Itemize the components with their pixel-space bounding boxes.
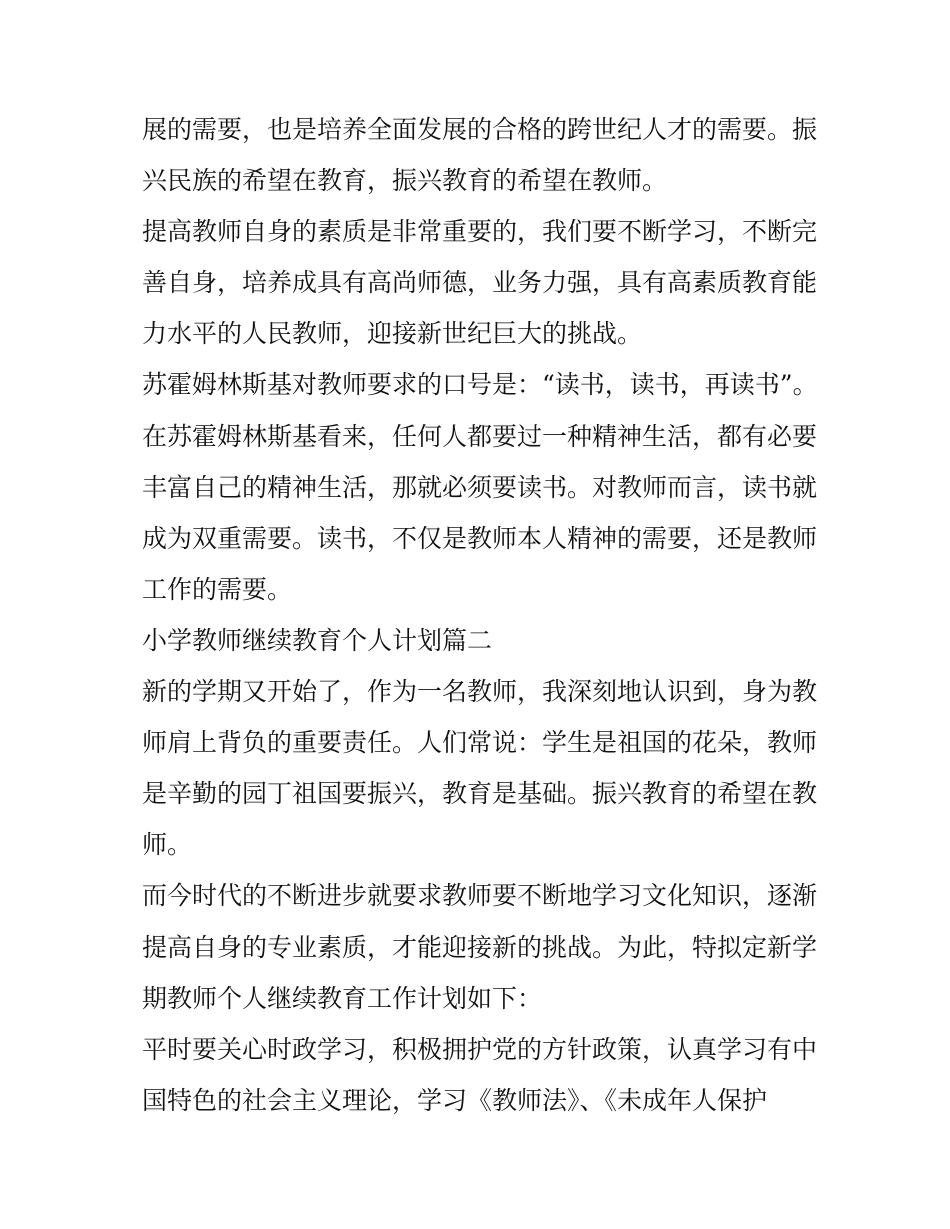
text-line: 兴民族的希望在教育，振兴教育的希望在教师。 bbox=[142, 166, 668, 196]
text-line: 展的需要，也是培养全面发展的合格的跨世纪人才的需要。振 bbox=[142, 115, 818, 144]
text-line: 期教师个人继续教育工作计划如下： bbox=[142, 983, 543, 1013]
text-line: 而今时代的不断进步就要求教师要不断地学习文化知识，逐渐 bbox=[142, 881, 818, 911]
text-line: 在苏霍姆林斯基看来，任何人都要过一种精神生活，都有必要 bbox=[142, 421, 818, 451]
text-line: 师。 bbox=[142, 830, 193, 860]
document-body bbox=[142, 104, 818, 1126]
text-line: 国特色的社会主义理论，学习《教师法》、《未成年人保护 bbox=[142, 1085, 768, 1115]
text-line: 力水平的人民教师，迎接新世纪巨大的挑战。 bbox=[142, 319, 643, 349]
section-heading: 小学教师继续教育个人计划篇二 bbox=[142, 625, 493, 655]
text-line: 提高教师自身的素质是非常重要的，我们要不断学习，不断完 bbox=[142, 217, 818, 247]
text-line: 苏霍姆林斯基对教师要求的口号是：“读书，读书，再读书”。 bbox=[142, 370, 818, 400]
text-line: 新的学期又开始了，作为一名教师，我深刻地认识到，身为教 bbox=[142, 677, 818, 707]
text-line: 平时要关心时政学习，积极拥护党的方针政策，认真学习有中 bbox=[142, 1034, 818, 1064]
text-line: 提高自身的专业素质，才能迎接新的挑战。为此，特拟定新学 bbox=[142, 932, 818, 962]
text-line: 善自身，培养成具有高尚师德，业务力强，具有高素质教育能 bbox=[142, 268, 818, 298]
text-line: 是辛勤的园丁祖国要振兴，教育是基础。振兴教育的希望在教 bbox=[142, 779, 818, 809]
text-line: 师肩上背负的重要责任。人们常说：学生是祖国的花朵，教师 bbox=[142, 728, 818, 758]
text-line: 工作的需要。 bbox=[142, 574, 293, 604]
text-line: 丰富自己的精神生活，那就必须要读书。对教师而言，读书就 bbox=[142, 472, 818, 502]
text-line: 成为双重需要。读书，不仅是教师本人精神的需要，还是教师 bbox=[142, 523, 818, 553]
